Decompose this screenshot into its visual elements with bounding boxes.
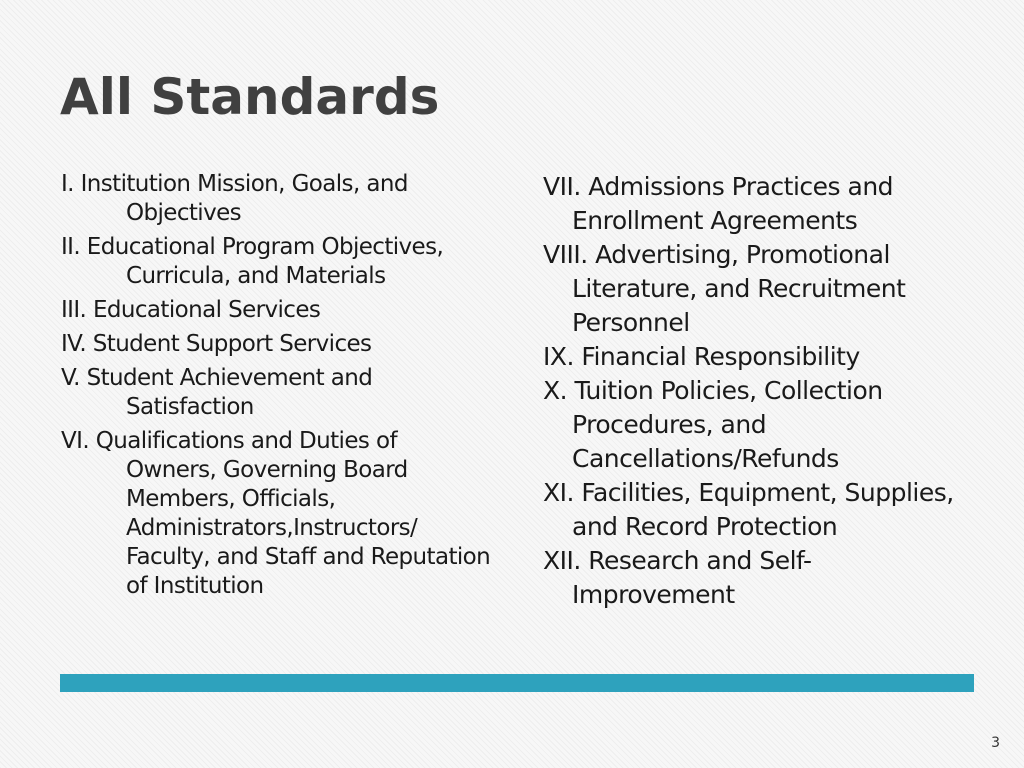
standard-item: VIII. Advertising, Promotional Literature, and Recruitment Personnel [543,240,906,337]
standard-item: IV. Student Support Services [61,331,372,357]
standards-list-right [543,170,963,612]
accent-bar [60,674,974,692]
standard-item: III. Educational Services [61,297,321,323]
standard-item: II. Educational Program Objectives, Curricula, and Materials [61,234,444,289]
standard-item: IX. Financial Responsibility [543,342,860,371]
slide-title: All Standards [60,68,440,126]
standard-item: XII. Research and Self-Improvement [543,546,812,609]
standard-item: I. Institution Mission, Goals, and Objectives [61,171,408,226]
standard-item: VI. Qualifications and Duties of Owners, Governing Board Members, Officials, Administrators,Instructors/ Faculty, and Staff and Reputation of Institution [61,428,491,599]
standards-list-left [61,170,491,606]
standard-item: V. Student Achievement and Satisfaction [61,365,373,420]
standard-item: XI. Facilities, Equipment, Supplies, and Record Protection [543,478,954,541]
standard-item: X. Tuition Policies, Collection Procedures, and Cancellations/Refunds [543,376,883,473]
page-number: 3 [991,735,1000,751]
standard-item: VII. Admissions Practices and Enrollment Agreements [543,172,894,235]
